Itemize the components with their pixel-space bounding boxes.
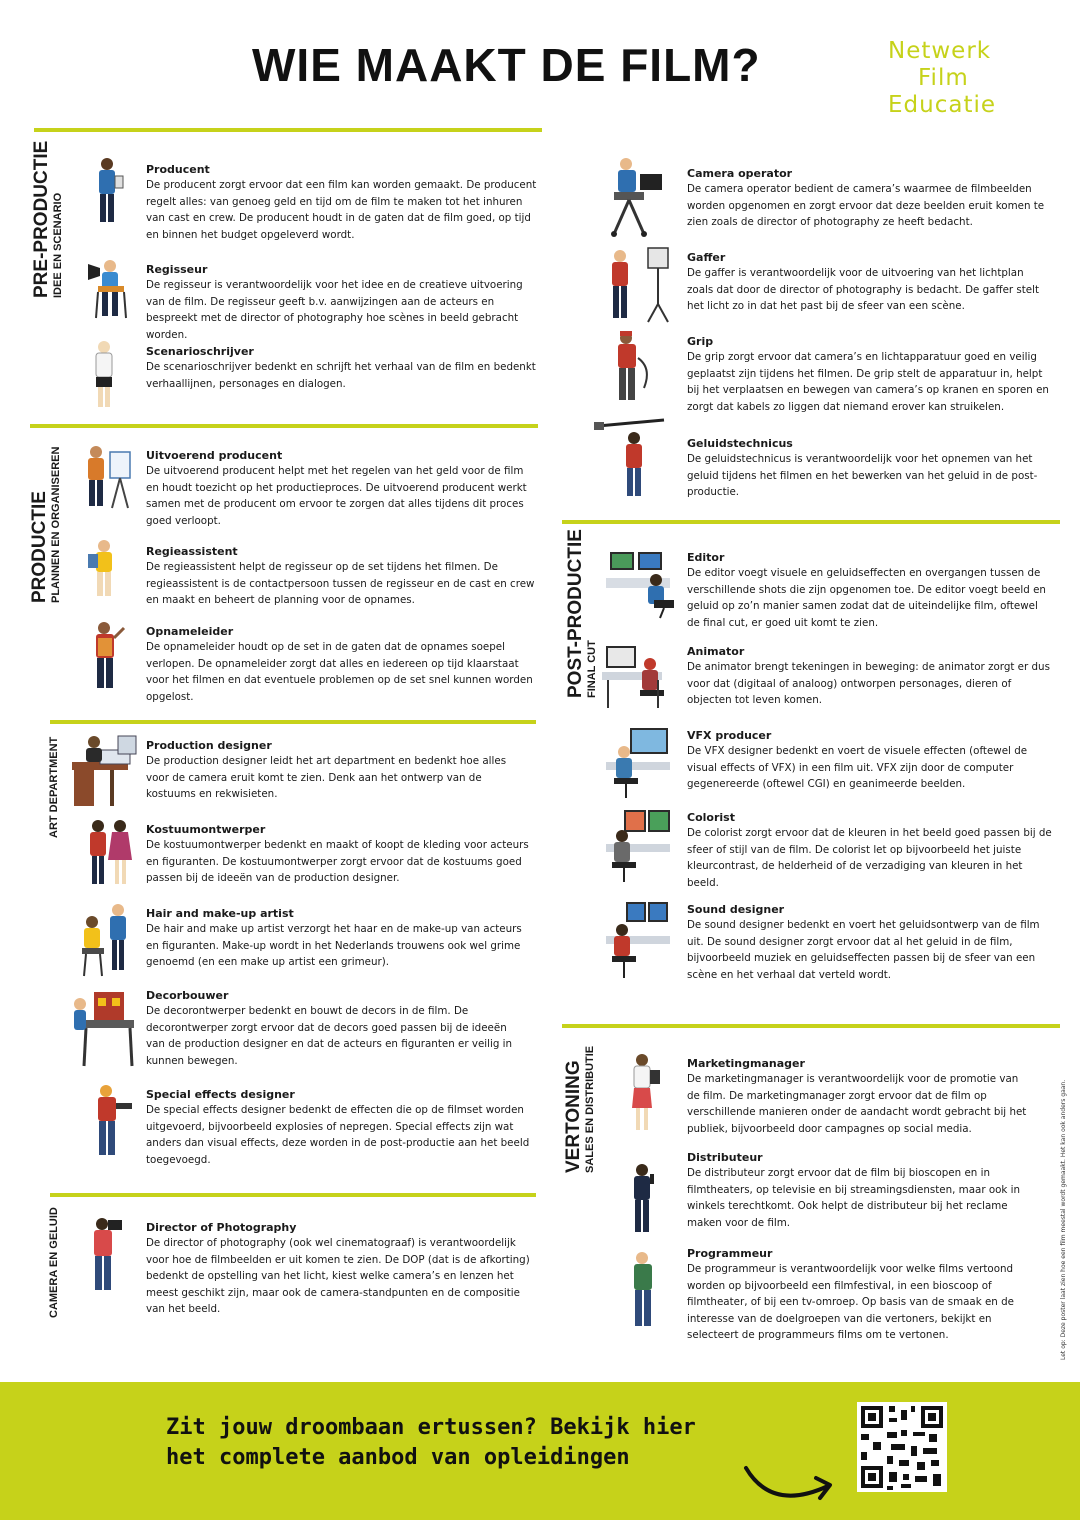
role-description: De scenarioschrijver bedenkt en schrijft het verhaal van de film en bedenkt verhaallijnen, personages en dialogen. [146, 361, 536, 390]
role-title: Marketingmanager [687, 1057, 805, 1070]
divider [562, 520, 1060, 524]
role-description: De distributeur zorgt ervoor dat de film bij bioscopen en in filmtheaters, op televisie en bij streamingsdiensten, maar ook in winkels terechtkomt. Ook helpt de distributeur bij het reclame maken voor de film. [687, 1167, 1021, 1229]
role-title: Animator [687, 645, 745, 658]
role-title: Regisseur [146, 263, 208, 276]
role-title: Uitvoerend producent [146, 449, 283, 462]
role-title: Editor [687, 551, 725, 564]
role-description: De production designer leidt het art department en bedenkt hoe alles voor de camera eruit komt te zien. Denk aan het ontwerp van de kostuums en rekwisieten. [146, 755, 507, 800]
role-description: De kostuumontwerper bedenkt en maakt of koopt de kleding voor acteurs en figuranten. De kostuumontwerper zorgt ervoor dat de kostuums goed passen bij de ideeën van de production designer. [146, 839, 529, 884]
logo-line-2: Film [918, 65, 969, 91]
logo [888, 38, 1048, 119]
role-title: Grip [687, 335, 714, 348]
role-description: De producent zorgt ervoor dat een film kan worden gemaakt. De producent regelt alles: van genoeg geld en tijd om de film te maken tot het inhuren van cast en crew. De producent houdt in de gaten dat de film goed, op tijd en binnen het budget opgeleverd wordt. [146, 179, 537, 241]
section-subtitle: FINAL CUT [586, 640, 598, 698]
gaffer-figure-icon [604, 244, 674, 326]
poster-footnote: Let op: Deze poster laat zien hoe een film meestal wordt gemaakt. Het kan ook anders gaan. [1060, 1079, 1067, 1360]
section-title: PRE-PRODUCTIE [31, 140, 52, 298]
sound-designer-workstation-icon [604, 896, 676, 980]
qr-code-icon [857, 1402, 947, 1492]
section-title: ART DEPARTMENT [48, 736, 60, 838]
role-title: Programmeur [687, 1247, 773, 1260]
producer-figure-icon [84, 156, 130, 228]
section-title: POST-PRODUCTIE [565, 529, 586, 698]
role-description: De decorontwerper bedenkt en bouwt de decors in de film. De decorontwerper zorgt ervoor dat de decors goed passen bij de ideeën van de production designer en dat de acteurs en figuranten er veilig in kunnen bewegen. [146, 1005, 513, 1067]
sfx-designer-figure-icon [84, 1081, 134, 1163]
divider [50, 1193, 536, 1197]
role-title: Sound designer [687, 903, 785, 916]
role-description: De gaffer is verantwoordelijk voor de uitvoering van het lichtplan zoals dat door de director of photography is bedacht. De gaffer stelt het licht zo in dat het past bij de sfeer van een scène. [687, 267, 1040, 312]
role-title: VFX producer [687, 729, 772, 742]
divider [30, 424, 538, 428]
role-description: De camera operator bedient de camera’s waarmee de filmbeelden worden opgenomen en zorgt ervoor dat deze beelden eruit komen te zien zoals de director of photography ze heeft bedacht. [687, 183, 1045, 228]
divider [562, 1024, 1060, 1028]
assistant-director-figure-icon [84, 538, 124, 604]
set-builder-figure-icon [72, 982, 138, 1068]
section-subtitle: SALES EN DISTRIBUTIE [584, 1045, 596, 1173]
section-subtitle: IDEE EN SCENARIO [52, 192, 64, 298]
section-title: CAMERA EN GELUID [48, 1207, 60, 1318]
editor-workstation-icon [604, 544, 680, 620]
director-figure-icon [84, 256, 134, 324]
writer-figure-icon [84, 338, 124, 412]
role-description: De opnameleider houdt op de set in de gaten dat de opnames soepel verlopen. De opnameleider zorgt dat alles en iedereen op tijd klaarstaat voor het filmen en dat eventuele problemen op de set snel kunnen worden opgelost. [146, 641, 533, 703]
animator-workstation-icon [600, 638, 672, 710]
role-title: Producent [146, 163, 210, 176]
section-title: VERTONING [563, 1060, 584, 1173]
section-title: PRODUCTIE [29, 491, 50, 603]
role-title: Hair and make-up artist [146, 907, 294, 920]
distributor-figure-icon [624, 1144, 664, 1240]
banner-call-to-action [166, 1413, 806, 1473]
role-title: Geluidstechnicus [687, 437, 793, 450]
section-camera-en-geluid [48, 1207, 61, 1318]
role-title: Director of Photography [146, 1221, 297, 1234]
section-art-department [48, 737, 61, 838]
vfx-workstation-icon [604, 722, 676, 802]
role-description: De regieassistent helpt de regisseur op de set tijdens het filmen. De regieassistent is de contactpersoon tussen de regisseur en de cast en crew en maakt en beheert de planning voor de opnames. [146, 561, 535, 606]
role-description: De regisseur is verantwoordelijk voor het idee en de creatieve uitvoering van de film. De regisseur geeft b.v. aanwijzingen aan de acteurs en bespreekt met de director of photography hoe scènes in beeld gebracht worden. [146, 279, 523, 341]
role-description: De grip zorgt ervoor dat camera’s en lichtapparatuur goed en veilig geplaatst zijn tijdens het filmen. De grip stelt de apparatuur in, helpt bij het verplaatsen en bewegen van camera’s op kranen en sporen en zorgt dat kabels zo liggen dat niemand erover kan struikelen. [687, 351, 1049, 413]
role-title: Regieassistent [146, 545, 238, 558]
role-description: De VFX designer bedenkt en voert de visuele effecten (oftewel de visual effects of VFX) in een film uit. VFX zijn door de computer gegenereerde (oftewel CGI) en geanimeerde beelden. [687, 745, 1028, 790]
role-title: Distributeur [687, 1151, 763, 1164]
role-description: De programmeur is verantwoordelijk voor welke films vertoond worden op bijvoorbeeld een filmfestival, in een bioscoop of filmtheater, of bij een tv-omroep. Op basis van de smaak en de interesse van de doelgroepen van die vertoners, bekijkt en selecteert de programmeurs films om te vertonen. [687, 1263, 1014, 1341]
section-productie [30, 447, 63, 603]
executive-producer-figure-icon [80, 442, 136, 516]
banner-line-2: het complete aanbod van opleidingen [166, 1445, 630, 1470]
role-title: Special effects designer [146, 1088, 295, 1101]
page-title: WIE MAAKT DE FILM? [252, 39, 761, 91]
role-description: De director of photography (ook wel cinematograaf) is verantwoordelijk voor hoe de filmbeelden er uit komen te zien. De DOP (dat is de afkorting) bedenkt de opstelling van het licht, kiest welke camera’s en lenzen het meest geschikt zijn, maar ook de camera-standpunten en de compositie van het beeld. [146, 1237, 530, 1315]
marketing-manager-figure-icon [624, 1050, 664, 1134]
sound-technician-boom-icon [594, 416, 670, 502]
role-description: De special effects designer bedenkt de effecten die op de filmset worden uitgevoerd, bijvoorbeeld explosies of nepregen. Special effects zijn wat anders dan visual effects, deze worden in de post-productie aan het beeld toegevoegd. [146, 1104, 530, 1166]
role-title: Scenarioschrijver [146, 345, 254, 358]
curved-arrow-icon [742, 1460, 838, 1510]
divider [50, 720, 536, 724]
production-designer-desk-icon [70, 732, 140, 812]
cinematographer-figure-icon [84, 1214, 130, 1298]
section-post-productie [566, 529, 599, 698]
role-title: Gaffer [687, 251, 726, 264]
divider [34, 128, 542, 132]
role-title: Kostuumontwerper [146, 823, 266, 836]
colorist-workstation-icon [604, 804, 676, 884]
role-title: Opnameleider [146, 625, 234, 638]
section-subtitle: PLANNEN EN ORGANISEREN [50, 446, 62, 603]
role-description: De colorist zorgt ervoor dat de kleuren in het beeld goed passen bij de sfeer of stijl van de film. De colorist let op bijvoorbeeld het juiste kleurcontrast, de helderheid of de verzadiging van kleuren in het beeld. [687, 827, 1052, 889]
section-vertoning [564, 1046, 597, 1173]
role-title: Production designer [146, 739, 272, 752]
production-manager-figure-icon [84, 618, 130, 698]
logo-line-3: Educatie [888, 92, 997, 118]
logo-line-1: Netwerk [888, 38, 992, 64]
makeup-artist-figure-icon [74, 900, 138, 980]
role-description: De marketingmanager is verantwoordelijk voor de promotie van de film. De marketingmanager zorgt ervoor dat de film op verschillende manieren onder de aandacht wordt gebracht bij het publiek, bijvoorbeeld door campagnes op social media. [687, 1073, 1027, 1135]
role-description: De animator brengt tekeningen in beweging: de animator zorgt er dus voor dat (digitaal of analoog) ontworpen personages, dieren of objecten tot leven komen. [687, 661, 1050, 706]
programmer-figure-icon [624, 1240, 664, 1336]
role-description: De geluidstechnicus is verantwoordelijk voor het opnemen van het geluid tijdens het filmen en het bewerken van het geluid in de post-productie. [687, 453, 1038, 498]
qr-code[interactable] [857, 1402, 947, 1492]
costume-designer-figure-icon [84, 816, 134, 892]
section-pre-productie [32, 141, 65, 298]
role-title: Camera operator [687, 167, 793, 180]
banner-line-1: Zit jouw droombaan ertussen? Bekijk hier [166, 1415, 696, 1440]
grip-figure-icon [604, 328, 654, 408]
role-title: Decorbouwer [146, 989, 229, 1002]
role-description: De editor voegt visuele en geluidseffecten en overgangen tussen de verschillende shots die zijn opgenomen toe. De editor voegt beeld en geluid op zo’n manier samen zodat dat de uiteindelijke film, oftewel de final cut, er goed uit komt te zien. [687, 567, 1046, 629]
role-description: De sound designer bedenkt en voert het geluidsontwerp van de film uit. De sound designer zorgt ervoor dat al het geluid in de film, bijvoorbeeld muziek en geluidseffecten passen bij de sfeer van een scène en het verhaal dat verteld wordt. [687, 919, 1040, 981]
role-title: Colorist [687, 811, 735, 824]
role-description: De uitvoerend producent helpt met het regelen van het geld voor de film en houdt toezicht op het productieproces. De uitvoerend producent werkt samen met de producent om ervoor te zorgen dat alles tijdens dit proces goed verloopt. [146, 465, 527, 527]
camera-operator-figure-icon [604, 154, 666, 238]
role-description: De hair and make up artist verzorgt het haar en de make-up van acteurs en figuranten. Make-up wordt in het Nederlands trouwens ook wel grime genoemd (en een make up artist een grimeur). [146, 923, 522, 968]
